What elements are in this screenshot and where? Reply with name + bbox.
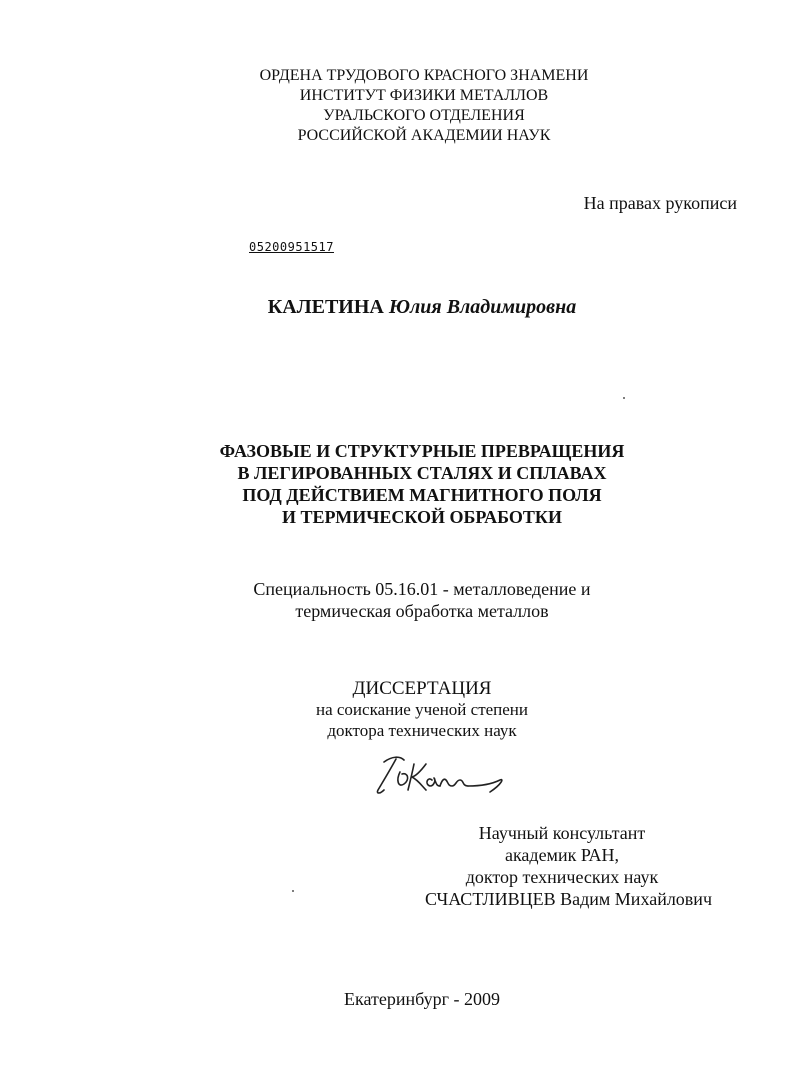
advisor-line: доктор технических наук bbox=[465, 867, 659, 887]
specialty-line: Специальность 05.16.01 - металловедение и bbox=[253, 579, 591, 599]
institution-line: ОРДЕНА ТРУДОВОГО КРАСНОГО ЗНАМЕНИ bbox=[259, 67, 589, 84]
degree-line: на соискание ученой степени bbox=[315, 700, 529, 719]
advisor-name: СЧАСТЛИВЦЕВ Вадим Михайлович bbox=[424, 889, 712, 909]
title-line: ФАЗОВЫЕ И СТРУКТУРНЫЕ ПРЕВРАЩЕНИЯ bbox=[219, 441, 625, 461]
institution-line: УРАЛЬСКОГО ОТДЕЛЕНИЯ bbox=[323, 107, 525, 124]
advisor-line: Научный консультант bbox=[478, 823, 646, 843]
author-surname: КАЛЕТИНА bbox=[267, 296, 384, 318]
institution-line: РОССИЙСКОЙ АКАДЕМИИ НАУК bbox=[297, 127, 551, 144]
advisor-line: академик РАН, bbox=[504, 845, 620, 865]
institution-line: ИНСТИТУТ ФИЗИКИ МЕТАЛЛОВ bbox=[299, 87, 549, 104]
scientific-advisor bbox=[412, 822, 712, 910]
author-name bbox=[26, 296, 792, 319]
title-line: ПОД ДЕЙСТВИЕМ МАГНИТНОГО ПОЛЯ bbox=[242, 485, 602, 505]
title-line: И ТЕРМИЧЕСКОЙ ОБРАБОТКИ bbox=[282, 507, 562, 527]
catalog-number: 05200951517 bbox=[249, 240, 334, 254]
author-given-names: Юлия Владимировна bbox=[388, 296, 577, 318]
degree-heading: ДИССЕРТАЦИЯ bbox=[352, 678, 492, 699]
specialty bbox=[26, 578, 792, 622]
degree-line: доктора технических наук bbox=[327, 721, 517, 740]
place-and-year: Екатеринбург - 2009 bbox=[344, 989, 500, 1009]
manuscript-note: На правах рукописи bbox=[583, 193, 737, 213]
institution-header bbox=[28, 66, 792, 146]
scan-speck bbox=[623, 397, 625, 399]
dissertation-title bbox=[26, 440, 792, 528]
degree-statement bbox=[26, 678, 792, 741]
scan-speck bbox=[292, 890, 294, 892]
specialty-line: термическая обработка металлов bbox=[295, 601, 549, 621]
title-line: В ЛЕГИРОВАННЫХ СТАЛЯХ И СПЛАВАХ bbox=[237, 463, 607, 483]
handwritten-signature bbox=[370, 750, 510, 800]
